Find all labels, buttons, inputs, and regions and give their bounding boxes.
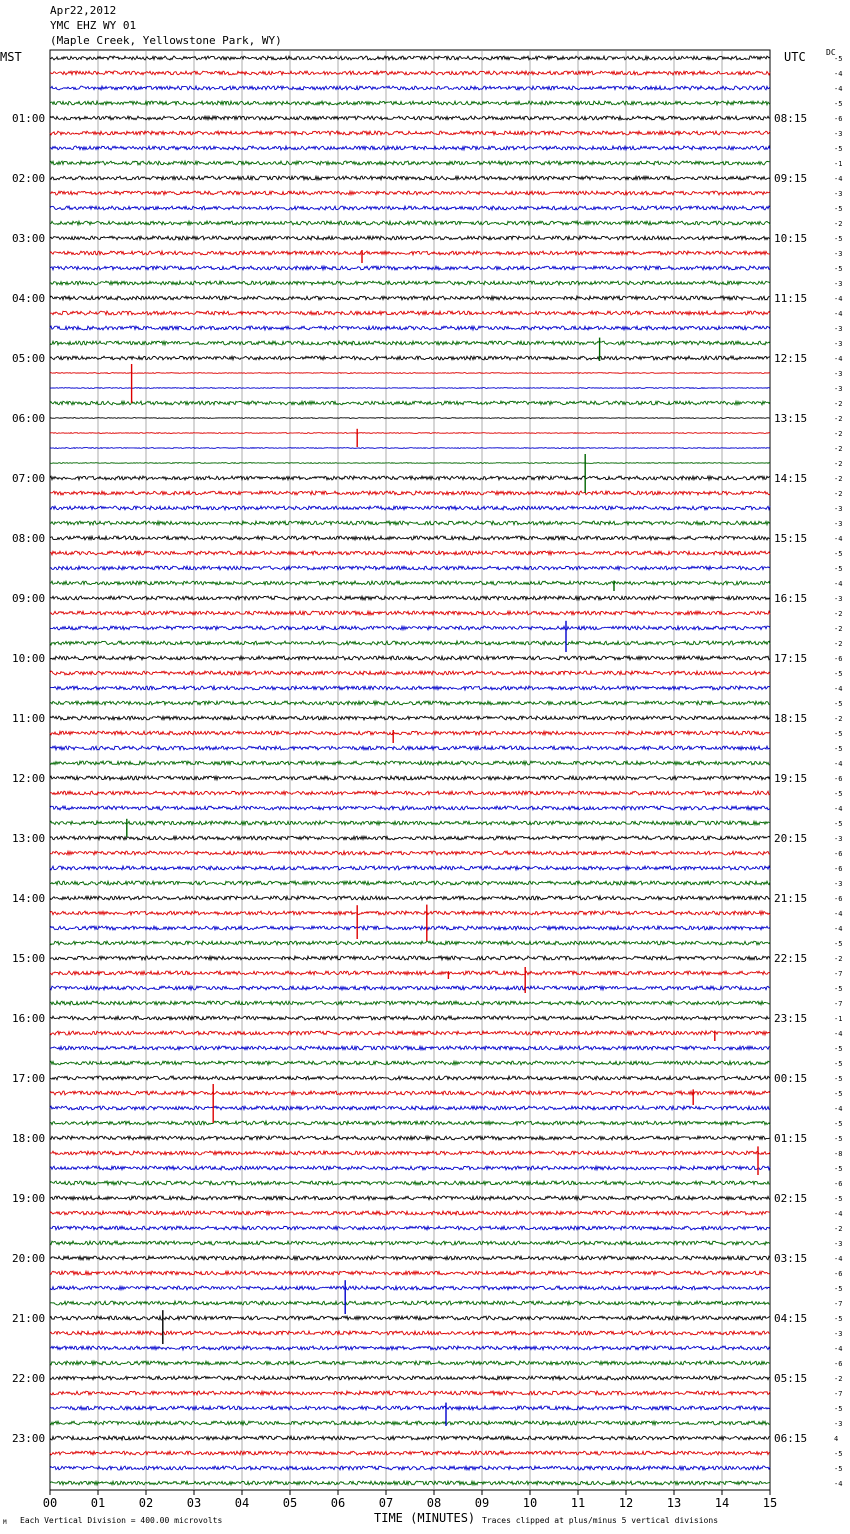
x-tick-label: 09: [474, 1496, 490, 1510]
left-hour-label: 17:00: [12, 1072, 46, 1085]
trace-line-12: [50, 236, 770, 240]
trace-line-63: [50, 1001, 770, 1005]
trace-line-62: [50, 986, 770, 990]
dc-offset-label: -5: [834, 730, 843, 738]
trace-line-40: [50, 656, 770, 660]
dc-offset-label: -1: [834, 1015, 843, 1023]
trace-line-51: [50, 821, 770, 825]
dc-offset-label: -3: [834, 1240, 843, 1248]
dc-offset-label: -6: [834, 775, 843, 783]
trace-line-49: [50, 791, 770, 795]
dc-offset-label: -7: [834, 1390, 843, 1398]
dc-offset-label: -4: [834, 910, 843, 918]
dc-offset-label: -5: [834, 1450, 843, 1458]
right-hour-label: 12:15: [774, 352, 808, 365]
trace-line-38: [50, 626, 770, 630]
right-timezone-label: UTC: [784, 50, 806, 64]
trace-line-75: [50, 1181, 770, 1185]
trace-line-35: [50, 581, 770, 585]
dc-offset-label: 4: [834, 1435, 839, 1443]
trace-line-70: [50, 1106, 770, 1110]
trace-line-36: [50, 596, 770, 600]
trace-line-46: [50, 746, 770, 750]
dc-offset-label: -2: [834, 715, 843, 723]
dc-offset-label: -5: [834, 745, 843, 753]
trace-line-55: [50, 881, 770, 885]
trace-line-92: [50, 1436, 770, 1440]
dc-offset-label: -2: [834, 625, 843, 633]
x-axis-title: TIME (MINUTES): [374, 1511, 476, 1525]
dc-offset-label: -3: [834, 280, 843, 288]
dc-offset-label: -3: [834, 505, 843, 513]
left-hour-label: 16:00: [12, 1012, 46, 1025]
right-hour-label: 17:15: [774, 652, 808, 665]
trace-line-32: [50, 536, 770, 540]
trace-line-69: [50, 1091, 770, 1095]
dc-offset-label: -3: [834, 595, 843, 603]
dc-offset-label: -2: [834, 1375, 843, 1383]
trace-line-78: [50, 1226, 770, 1230]
right-hour-label: 18:15: [774, 712, 808, 725]
trace-line-73: [50, 1151, 770, 1155]
dc-offset-label: -2: [834, 220, 843, 228]
trace-line-91: [50, 1421, 770, 1425]
footer-scale-note: Each Vertical Division = 400.00 microvolts: [20, 1516, 223, 1525]
trace-line-87: [50, 1361, 770, 1365]
x-tick-label: 04: [234, 1496, 250, 1510]
station-code: YMC EHZ WY 01: [50, 19, 137, 32]
dc-offset-label: -5: [834, 670, 843, 678]
left-hour-label: 22:00: [12, 1372, 46, 1385]
right-hour-label: 03:15: [774, 1252, 808, 1265]
left-hour-label: 21:00: [12, 1312, 46, 1325]
left-hour-label: 15:00: [12, 952, 46, 965]
dc-offset-label: -3: [834, 190, 843, 198]
trace-line-22: [50, 388, 770, 389]
trace-line-44: [50, 716, 770, 720]
trace-line-4: [50, 116, 770, 120]
trace-line-33: [50, 551, 770, 555]
right-hour-label: 14:15: [774, 472, 808, 485]
dc-offset-label: -7: [834, 1000, 843, 1008]
trace-line-52: [50, 836, 770, 840]
trace-line-26: [50, 448, 770, 449]
dc-offset-label: -3: [834, 370, 843, 378]
trace-line-50: [50, 806, 770, 810]
right-hour-label: 22:15: [774, 952, 808, 965]
left-hour-label: 10:00: [12, 652, 46, 665]
left-hour-label: 23:00: [12, 1432, 46, 1445]
x-tick-label: 02: [138, 1496, 154, 1510]
trace-line-17: [50, 311, 770, 315]
trace-line-8: [50, 176, 770, 180]
trace-line-48: [50, 776, 770, 780]
dc-offset-label: -4: [834, 175, 843, 183]
dc-offset-label: -6: [834, 115, 843, 123]
x-tick-label: 08: [426, 1496, 442, 1510]
trace-line-43: [50, 701, 770, 705]
dc-offset-label: -5: [834, 940, 843, 948]
dc-offset-label: -4: [834, 1255, 843, 1263]
trace-line-84: [50, 1316, 770, 1320]
dc-offset-label: -4: [834, 760, 843, 768]
dc-offset-label: -4: [834, 685, 843, 693]
dc-offset-label: -5: [834, 1165, 843, 1173]
dc-offset-label: -5: [834, 1120, 843, 1128]
trace-line-61: [50, 971, 770, 975]
x-tick-label: 07: [378, 1496, 394, 1510]
dc-offset-label: -5: [834, 1060, 843, 1068]
dc-offset-label: -6: [834, 1270, 843, 1278]
dc-offset-label: -4: [834, 1030, 843, 1038]
trace-line-23: [50, 401, 770, 405]
trace-line-57: [50, 911, 770, 915]
trace-line-58: [50, 926, 770, 930]
trace-line-20: [50, 356, 770, 360]
trace-line-19: [50, 341, 770, 345]
dc-offset-label: -3: [834, 130, 843, 138]
dc-offset-label: -3: [834, 835, 843, 843]
dc-offset-label: -5: [834, 1285, 843, 1293]
dc-offset-label: -2: [834, 955, 843, 963]
trace-line-34: [50, 566, 770, 570]
footer-clip-note: Traces clipped at plus/minus 5 vertical divisions: [482, 1516, 719, 1525]
dc-offset-label: -2: [834, 610, 843, 618]
trace-line-0: [50, 56, 770, 60]
trace-line-45: [50, 731, 770, 735]
dc-offset-label: -3: [834, 340, 843, 348]
left-hour-label: 14:00: [12, 892, 46, 905]
dc-offset-label: -4: [834, 310, 843, 318]
right-hour-label: 10:15: [774, 232, 808, 245]
dc-offset-label: -5: [834, 700, 843, 708]
left-hour-label: 12:00: [12, 772, 46, 785]
dc-offset-label: -6: [834, 865, 843, 873]
trace-line-54: [50, 866, 770, 870]
right-hour-label: 23:15: [774, 1012, 808, 1025]
dc-offset-label: -2: [834, 490, 843, 498]
dc-offset-label: -1: [834, 160, 843, 168]
trace-line-28: [50, 476, 770, 480]
trace-line-27: [50, 463, 770, 464]
dc-offset-label: -5: [834, 1045, 843, 1053]
dc-offset-label: -2: [834, 1225, 843, 1233]
trace-line-31: [50, 521, 770, 525]
right-hour-label: 20:15: [774, 832, 808, 845]
dc-offset-label: -5: [834, 790, 843, 798]
dc-offset-label: -2: [834, 445, 843, 453]
station-location: (Maple Creek, Yellowstone Park, WY): [50, 34, 282, 47]
trace-line-5: [50, 131, 770, 135]
dc-offset-label: -3: [834, 325, 843, 333]
left-hour-label: 20:00: [12, 1252, 46, 1265]
trace-line-64: [50, 1016, 770, 1020]
dc-offset-label: -2: [834, 430, 843, 438]
dc-offset-label: -7: [834, 970, 843, 978]
dc-offset-label: -5: [834, 820, 843, 828]
left-hour-label: 09:00: [12, 592, 46, 605]
dc-offset-label: -3: [834, 1330, 843, 1338]
trace-line-6: [50, 146, 770, 150]
dc-offset-label: -5: [834, 1465, 843, 1473]
trace-line-76: [50, 1196, 770, 1200]
left-hour-label: 11:00: [12, 712, 46, 725]
right-hour-label: 15:15: [774, 532, 808, 545]
dc-offset-label: -6: [834, 1180, 843, 1188]
trace-line-14: [50, 266, 770, 270]
right-hour-label: 04:15: [774, 1312, 808, 1325]
trace-line-10: [50, 206, 770, 210]
trace-line-47: [50, 761, 770, 765]
trace-line-71: [50, 1121, 770, 1125]
dc-offset-label: -2: [834, 400, 843, 408]
trace-line-68: [50, 1076, 770, 1080]
trace-line-86: [50, 1346, 770, 1350]
dc-offset-label: -5: [834, 1195, 843, 1203]
x-tick-label: 11: [570, 1496, 586, 1510]
dc-offset-label: -4: [834, 70, 843, 78]
x-tick-label: 01: [90, 1496, 106, 1510]
trace-line-24: [50, 418, 770, 419]
trace-line-9: [50, 191, 770, 195]
trace-line-82: [50, 1286, 770, 1290]
x-tick-label: 05: [282, 1496, 298, 1510]
dc-offset-label: -5: [834, 1090, 843, 1098]
left-hour-label: 04:00: [12, 292, 46, 305]
x-tick-label: 03: [186, 1496, 202, 1510]
right-hour-label: 21:15: [774, 892, 808, 905]
trace-line-95: [50, 1481, 770, 1485]
dc-offset-label: -5: [834, 265, 843, 273]
dc-offset-label: -4: [834, 355, 843, 363]
dc-offset-label: -3: [834, 250, 843, 258]
trace-line-13: [50, 251, 770, 255]
dc-offset-label: -4: [834, 1210, 843, 1218]
right-hour-label: 02:15: [774, 1192, 808, 1205]
left-hour-label: 01:00: [12, 112, 46, 125]
dc-offset-label: -5: [834, 55, 843, 63]
left-hour-label: 08:00: [12, 532, 46, 545]
dc-offset-label: -5: [834, 1135, 843, 1143]
dc-offset-label: -4: [834, 535, 843, 543]
dc-offset-label: -2: [834, 640, 843, 648]
right-hour-label: 06:15: [774, 1432, 808, 1445]
right-hour-label: 01:15: [774, 1132, 808, 1145]
axis-labels: [12, 55, 842, 1510]
trace-line-30: [50, 506, 770, 510]
trace-line-77: [50, 1211, 770, 1215]
trace-line-2: [50, 86, 770, 90]
x-tick-label: 14: [714, 1496, 730, 1510]
dc-offset-label: -2: [834, 460, 843, 468]
dc-offset-label: -3: [834, 1420, 843, 1428]
dc-offset-label: -4: [834, 805, 843, 813]
left-hour-label: 18:00: [12, 1132, 46, 1145]
dc-offset-label: -5: [834, 145, 843, 153]
dc-offset-label: -5: [834, 1075, 843, 1083]
right-hour-label: 05:15: [774, 1372, 808, 1385]
x-tick-label: 06: [330, 1496, 346, 1510]
left-hour-label: 03:00: [12, 232, 46, 245]
right-hour-label: 16:15: [774, 592, 808, 605]
dc-offset-label: -4: [834, 925, 843, 933]
trace-line-3: [50, 101, 770, 105]
trace-lines: [50, 56, 770, 1485]
trace-line-56: [50, 896, 770, 900]
trace-line-90: [50, 1406, 770, 1410]
trace-line-15: [50, 281, 770, 285]
trace-line-74: [50, 1166, 770, 1170]
dc-offset-label: -5: [834, 985, 843, 993]
left-hour-label: 13:00: [12, 832, 46, 845]
trace-line-80: [50, 1256, 770, 1260]
dc-offset-label: -4: [834, 1105, 843, 1113]
dc-offset-label: -4: [834, 1345, 843, 1353]
dc-offset-label: -4: [834, 580, 843, 588]
dc-offset-label: -3: [834, 520, 843, 528]
trace-line-67: [50, 1061, 770, 1065]
trace-line-21: [50, 373, 770, 374]
left-hour-label: 07:00: [12, 472, 46, 485]
trace-line-1: [50, 71, 770, 75]
trace-line-16: [50, 296, 770, 300]
dc-offset-label: -5: [834, 100, 843, 108]
dc-offset-label: -2: [834, 415, 843, 423]
left-timezone-label: MST: [0, 50, 22, 64]
trace-line-25: [50, 433, 770, 434]
dc-offset-label: -6: [834, 895, 843, 903]
trace-line-81: [50, 1271, 770, 1275]
dc-offset-label: -6: [834, 1360, 843, 1368]
x-tick-label: 15: [762, 1496, 778, 1510]
x-tick-label: 10: [522, 1496, 538, 1510]
trace-line-72: [50, 1136, 770, 1140]
trace-line-93: [50, 1451, 770, 1455]
left-hour-label: 02:00: [12, 172, 46, 185]
trace-line-39: [50, 641, 770, 645]
trace-line-37: [50, 611, 770, 615]
trace-line-85: [50, 1331, 770, 1335]
dc-label: DC: [826, 48, 836, 57]
left-hour-label: 05:00: [12, 352, 46, 365]
trace-line-89: [50, 1391, 770, 1395]
dc-offset-label: -3: [834, 880, 843, 888]
trace-line-18: [50, 326, 770, 330]
trace-line-7: [50, 161, 770, 165]
trace-line-83: [50, 1301, 770, 1305]
left-hour-label: 06:00: [12, 412, 46, 425]
dc-offset-label: -6: [834, 850, 843, 858]
dc-offset-label: -5: [834, 550, 843, 558]
dc-offset-label: -5: [834, 235, 843, 243]
trace-line-65: [50, 1031, 770, 1035]
trace-line-79: [50, 1241, 770, 1245]
dc-offset-label: -8: [834, 1150, 843, 1158]
trace-line-60: [50, 956, 770, 960]
dc-offset-label: -4: [834, 295, 843, 303]
left-hour-label: 19:00: [12, 1192, 46, 1205]
trace-line-41: [50, 671, 770, 675]
trace-line-11: [50, 221, 770, 225]
trace-line-53: [50, 851, 770, 855]
x-tick-label: 12: [618, 1496, 634, 1510]
trace-line-94: [50, 1466, 770, 1470]
right-hour-label: 11:15: [774, 292, 808, 305]
right-hour-label: 08:15: [774, 112, 808, 125]
dc-offset-label: -2: [834, 475, 843, 483]
dc-offset-label: -7: [834, 1300, 843, 1308]
dc-offset-label: -4: [834, 85, 843, 93]
x-tick-label: 13: [666, 1496, 682, 1510]
x-tick-label: 00: [42, 1496, 58, 1510]
trace-line-59: [50, 941, 770, 945]
dc-offset-label: -5: [834, 1405, 843, 1413]
right-hour-label: 13:15: [774, 412, 808, 425]
dc-offset-label: -5: [834, 565, 843, 573]
right-hour-label: 19:15: [774, 772, 808, 785]
dc-offset-label: -4: [834, 1480, 843, 1488]
dc-offset-label: -5: [834, 205, 843, 213]
footer-mark: M: [3, 1519, 7, 1526]
dc-offset-label: -3: [834, 385, 843, 393]
chart-date: Apr22,2012: [50, 4, 117, 17]
trace-line-42: [50, 686, 770, 690]
trace-line-29: [50, 491, 770, 495]
trace-line-88: [50, 1376, 770, 1380]
trace-line-66: [50, 1046, 770, 1050]
dc-offset-label: -6: [834, 655, 843, 663]
dc-offset-label: -5: [834, 1315, 843, 1323]
right-hour-label: 00:15: [774, 1072, 808, 1085]
right-hour-label: 09:15: [774, 172, 808, 185]
